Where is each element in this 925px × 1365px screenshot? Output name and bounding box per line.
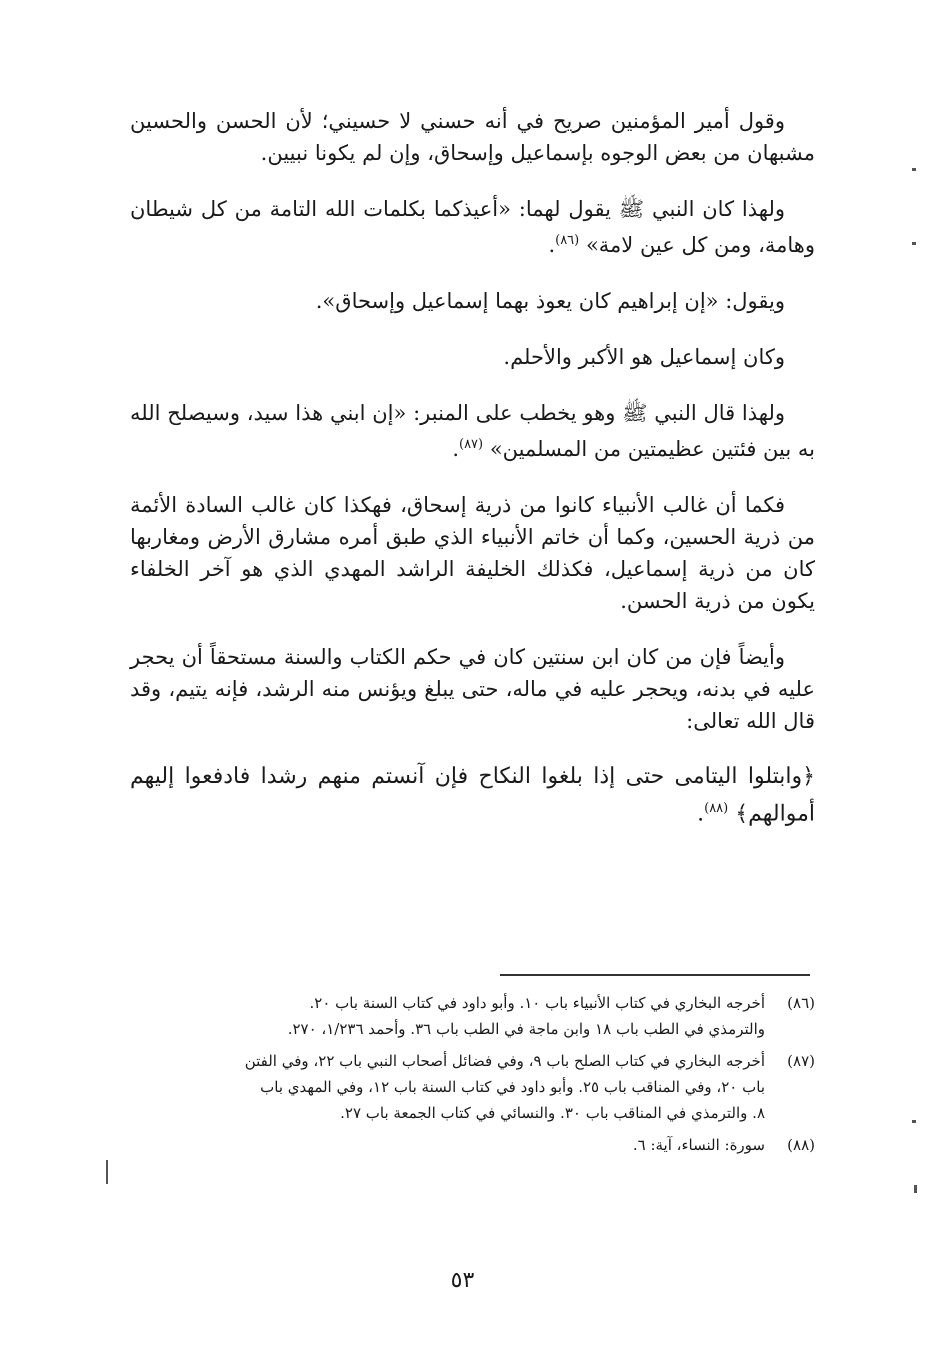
footnote-body bbox=[130, 1048, 765, 1126]
footnote-line: والترمذي في الطب باب ١٨ وابن ماجة في الطب باب ٣٦. وأحمد ١/٢٣٦، ٢٧٠. bbox=[287, 1020, 765, 1038]
paragraph-4: وكان إسماعيل هو الأكبر والأحلم. bbox=[503, 345, 785, 369]
footnote-line: سورة: النساء، آية: ٦. bbox=[632, 1136, 765, 1154]
footnote-ref-88[interactable]: (٨٨) bbox=[704, 801, 729, 816]
scan-speck bbox=[912, 168, 916, 171]
footnote-divider bbox=[500, 974, 810, 976]
main-text bbox=[130, 105, 815, 848]
footnote-86 bbox=[130, 990, 815, 1042]
paragraph-5: ولهذا قال النبي ﷺ وهو يخطب على المنبر: «إن ابني هذا سيد، وسيصلح الله به بين فئتين عظيمتين من المسلمين» $^{(٨٧)}$. bbox=[130, 401, 815, 461]
scan-speck bbox=[912, 242, 916, 245]
paragraph-6: فكما أن غالب الأنبياء كانوا من ذرية إسحاق، فهكذا كان غالب السادة الأئمة من ذرية الحسين، وكما أن خاتم الأنبياء الذي طبق أمره مشارق الأرض ومغاربها كان من ذرية إسماعيل، فكذلك الخليفة الراشد المهدي الذي هو آخر الخلفاء يكون من ذرية الحسن. bbox=[130, 493, 815, 613]
footnote-line: أخرجه البخاري في كتاب الصلح باب ٩، وفي فضائل أصحاب النبي باب ٢٢، وفي الفتن bbox=[244, 1052, 765, 1070]
footnotes bbox=[130, 990, 815, 1164]
footnote-line: ٨. والترمذي في المناقب باب ٣٠. والنسائي في كتاب الجمعة باب ٢٧. bbox=[340, 1104, 765, 1122]
paragraph-3: ويقول: «إن إبراهيم كان يعوذ بهما إسماعيل وإسحاق». bbox=[315, 289, 785, 313]
footnote-ref-86[interactable]: (٨٦) bbox=[555, 233, 580, 248]
footnote-87 bbox=[130, 1048, 815, 1126]
footnote-number: (٨٨) bbox=[787, 1136, 815, 1154]
footnote-ref-87[interactable]: (٨٧) bbox=[459, 437, 484, 452]
scan-speck bbox=[914, 1185, 917, 1193]
paragraph-1: وقول أمير المؤمنين صريح في أنه حسني لا حسيني؛ لأن الحسن والحسين مشبهان من بعض الوجوه بإسماعيل وإسحاق، وإن لم يكونا نبيين. bbox=[130, 109, 815, 165]
footnote-number: (٨٦) bbox=[787, 994, 815, 1012]
paragraph-2-text: ولهذا كان النبي ﷺ يقول لهما: «أعيذكما بكلمات الله التامة من كل شيطان وهامة، ومن كل عين لامة» bbox=[130, 197, 815, 257]
footnote-body bbox=[130, 1132, 765, 1158]
footnote-line: باب ٢٠، وفي المناقب باب ٢٥. وأبو داود في كتاب السنة باب ١٢، وفي المهدي باب bbox=[260, 1078, 765, 1096]
quran-quote-text: ﴿وابتلوا اليتامى حتى إذا بلغوا النكاح فإن آنستم منهم رشدا فادفعوا إليهم أموالهم﴾ bbox=[130, 764, 815, 827]
paragraph-7: وأيضاً فإن من كان ابن سنتين كان في حكم الكتاب والسنة مستحقاً أن يحجر عليه في بدنه، ويحجر عليه في ماله، حتى يبلغ ويؤنس منه الرشد، فإنه يتيم، وقد قال الله تعالى: bbox=[130, 645, 815, 733]
quran-quote: ﴿وابتلوا اليتامى حتى إذا بلغوا النكاح فإن آنستم منهم رشدا فادفعوا إليهم أموالهم﴾ $^{(٨٨)}$. bbox=[130, 764, 815, 827]
footnote-88 bbox=[130, 1132, 815, 1158]
footnote-number: (٨٧) bbox=[787, 1052, 815, 1070]
paragraph-2: ولهذا كان النبي ﷺ يقول لهما: «أعيذكما بكلمات الله التامة من كل شيطان وهامة، ومن كل عين لامة» $^{(٨٦)}$. bbox=[130, 197, 815, 257]
scan-speck bbox=[912, 1120, 916, 1123]
footnote-line: أخرجه البخاري في كتاب الأنبياء باب ١٠. وأبو داود في كتاب السنة باب ٢٠. bbox=[309, 994, 765, 1012]
paragraph-5-text: ولهذا قال النبي ﷺ وهو يخطب على المنبر: «إن ابني هذا سيد، وسيصلح الله به بين فئتين عظيمتين من المسلمين» bbox=[130, 401, 815, 461]
scan-speck bbox=[106, 1160, 108, 1184]
footnote-body bbox=[130, 990, 765, 1042]
page-number: ٥٣ bbox=[450, 1268, 475, 1293]
